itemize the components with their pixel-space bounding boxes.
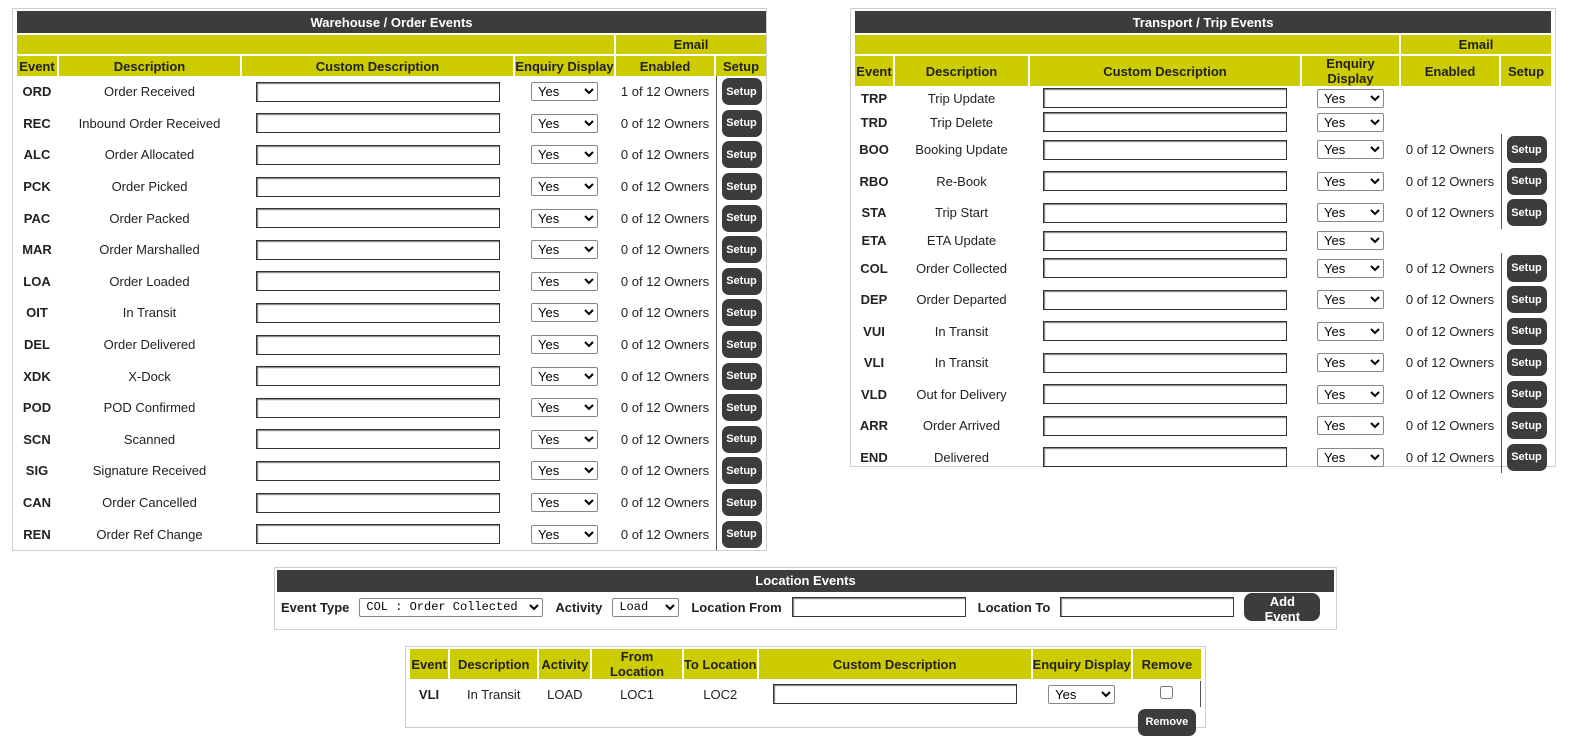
enquiry-display-select[interactable] [1317, 385, 1384, 404]
table-row [855, 347, 1551, 379]
email-enabled-count: 0 of 12 Owners [620, 210, 710, 226]
table-row [855, 442, 1551, 474]
enquiry-display-select[interactable] [1317, 113, 1384, 132]
event-code: TRP [861, 90, 887, 106]
event-description: Order Marshalled [99, 242, 200, 258]
email-enabled-count: 0 of 12 Owners [1405, 449, 1495, 465]
event-code: VLD [861, 386, 887, 402]
table-row [855, 229, 1551, 253]
activity-select[interactable] [612, 598, 679, 617]
email-enabled-count: 0 of 12 Owners [620, 526, 710, 542]
setup-button[interactable]: Setup [722, 268, 762, 295]
email-enabled-count: 0 of 12 Owners [620, 368, 710, 384]
location-events-panel [274, 567, 1337, 630]
event-type-label: Event Type [281, 599, 350, 615]
table-row [855, 410, 1551, 442]
event-code: ORD [22, 84, 52, 100]
custom-description-input[interactable] [1043, 258, 1287, 278]
setup-empty [1501, 229, 1551, 253]
custom-description-input[interactable] [1043, 171, 1287, 191]
table-row [17, 329, 766, 361]
email-enabled-count: 0 of 12 Owners [620, 400, 710, 416]
setup-empty [1501, 110, 1551, 134]
remove-button[interactable]: Remove [1138, 709, 1196, 736]
email-enabled-count: 0 of 12 Owners [620, 495, 710, 511]
event-description: Delivered [934, 449, 989, 465]
email-enabled-count: 0 of 12 Owners [1405, 292, 1495, 308]
event-code: END [860, 449, 888, 465]
enquiry-display-select[interactable] [1317, 448, 1384, 467]
email-enabled-empty [1401, 110, 1499, 134]
warehouse-header-description: Description [59, 56, 240, 76]
setup-button[interactable]: Setup [1507, 412, 1547, 439]
location-to-label: Location To [977, 599, 1051, 615]
table-row [17, 234, 766, 266]
custom-description-input[interactable] [256, 145, 500, 165]
location-row-remove-checkbox[interactable] [1160, 686, 1173, 699]
transport-header-custom: Custom Description [1030, 56, 1300, 86]
table-row [855, 316, 1551, 348]
email-enabled-count: 0 of 12 Owners [620, 273, 710, 289]
setup-button[interactable]: Setup [722, 489, 762, 516]
email-enabled-count: 0 of 12 Owners [1405, 142, 1495, 158]
enquiry-display-select[interactable] [531, 240, 598, 259]
email-enabled-count: 0 of 12 Owners [620, 179, 710, 195]
event-description: Order Packed [109, 210, 190, 226]
event-type-select[interactable] [359, 598, 543, 617]
transport-header-enquiry: Enquiry Display [1302, 56, 1399, 86]
custom-description-input[interactable] [1043, 88, 1287, 108]
setup-button[interactable]: Setup [1507, 168, 1547, 195]
custom-description-input[interactable] [1043, 231, 1287, 251]
custom-description-input[interactable] [256, 271, 500, 291]
enquiry-display-select[interactable] [1317, 290, 1384, 309]
enquiry-display-select[interactable] [531, 82, 598, 101]
setup-button[interactable]: Setup [722, 173, 762, 200]
location-row-enquiry-select[interactable] [1048, 685, 1115, 704]
setup-button[interactable]: Setup [722, 363, 762, 390]
setup-button[interactable]: Setup [1507, 444, 1547, 471]
table-row [17, 487, 766, 519]
custom-description-input[interactable] [1043, 447, 1287, 467]
enquiry-display-select[interactable] [1317, 353, 1384, 372]
setup-button[interactable]: Setup [722, 521, 762, 548]
enquiry-display-select[interactable] [531, 430, 598, 449]
email-enabled-count: 0 of 12 Owners [1405, 260, 1495, 276]
table-row [855, 134, 1551, 166]
event-description: Order Ref Change [96, 526, 203, 542]
enquiry-display-select[interactable] [1317, 89, 1384, 108]
location-list-panel [405, 646, 1206, 728]
event-code: TRD [860, 114, 888, 130]
event-description: POD Confirmed [103, 400, 196, 416]
custom-description-input[interactable] [256, 177, 500, 197]
enquiry-display-select[interactable] [1317, 231, 1384, 250]
warehouse-header-enabled: Enabled [616, 56, 714, 76]
table-row [17, 424, 766, 456]
warehouse-header-email: Email [616, 35, 766, 54]
custom-description-input[interactable] [1043, 290, 1287, 310]
enquiry-display-select[interactable] [1317, 322, 1384, 341]
event-description: In Transit [122, 305, 177, 321]
custom-description-input[interactable] [256, 398, 500, 418]
setup-button[interactable]: Setup [722, 78, 762, 105]
location-list-header-event: Event [410, 649, 448, 679]
setup-button[interactable]: Setup [722, 331, 762, 358]
custom-description-input[interactable] [256, 524, 500, 544]
table-row [17, 202, 766, 234]
location-events-title: Location Events [277, 570, 1334, 592]
enquiry-display-select[interactable] [1317, 172, 1384, 191]
table-row [17, 455, 766, 487]
location-from-input[interactable] [792, 597, 966, 617]
location-list-header-enquiry: Enquiry Display [1033, 649, 1131, 679]
event-code: PCK [23, 179, 51, 195]
custom-description-input[interactable] [256, 208, 500, 228]
location-list-header-activity: Activity [539, 649, 590, 679]
email-enabled-count: 0 of 12 Owners [1405, 205, 1495, 221]
custom-description-input[interactable] [256, 240, 500, 260]
email-enabled-count: 0 of 12 Owners [620, 337, 710, 353]
setup-empty [1501, 86, 1551, 110]
event-description: Order Received [103, 84, 196, 100]
location-list-header-to: To Location [684, 649, 757, 679]
custom-description-input[interactable] [1043, 140, 1287, 160]
location-list-header-description: Description [450, 649, 537, 679]
setup-button[interactable]: Setup [1507, 255, 1547, 282]
email-enabled-count: 0 of 12 Owners [620, 431, 710, 447]
event-description: Order Delivered [103, 337, 196, 353]
location-row-to: LOC2 [703, 686, 738, 702]
table-row [17, 297, 766, 329]
table-row [410, 681, 1201, 707]
event-code: POD [22, 400, 52, 416]
email-enabled-count: 0 of 12 Owners [620, 147, 710, 163]
enquiry-display-select[interactable] [1317, 140, 1384, 159]
event-code: CAN [22, 495, 52, 511]
transport-title: Transport / Trip Events [855, 11, 1551, 33]
custom-description-input[interactable] [256, 113, 500, 133]
activity-label: Activity [555, 599, 603, 615]
enquiry-display-select[interactable] [531, 335, 598, 354]
custom-description-input[interactable] [1043, 353, 1287, 373]
custom-description-input[interactable] [256, 493, 500, 513]
custom-description-input[interactable] [256, 461, 500, 481]
event-description: Order Departed [916, 292, 1007, 308]
warehouse-events-panel [12, 8, 767, 551]
table-row [855, 253, 1551, 285]
table-row [17, 108, 766, 140]
email-enabled-count: 0 of 12 Owners [1405, 323, 1495, 339]
setup-button[interactable]: Setup [722, 457, 762, 484]
enquiry-display-select[interactable] [531, 525, 598, 544]
location-row-custom-input[interactable] [773, 684, 1017, 704]
transport-events-table [853, 11, 1553, 473]
setup-button[interactable]: Setup [722, 426, 762, 453]
event-description: Trip Update [927, 90, 996, 106]
enquiry-display-select[interactable] [1317, 259, 1384, 278]
event-code: ARR [859, 418, 889, 434]
enquiry-display-select[interactable] [531, 303, 598, 322]
custom-description-input[interactable] [1043, 416, 1287, 436]
warehouse-title: Warehouse / Order Events [17, 11, 766, 33]
add-event-button[interactable]: Add Event [1244, 593, 1320, 621]
email-enabled-count: 0 of 12 Owners [620, 305, 710, 321]
event-description: Order Allocated [104, 147, 195, 163]
enquiry-display-select[interactable] [531, 493, 598, 512]
setup-button[interactable]: Setup [1507, 318, 1547, 345]
table-row [855, 86, 1551, 110]
event-code: PAC [23, 210, 51, 226]
setup-button[interactable]: Setup [1507, 286, 1547, 313]
warehouse-header-blank [17, 35, 614, 54]
transport-header-enabled: Enabled [1401, 56, 1499, 86]
location-row-from: LOC1 [620, 686, 655, 702]
event-code: ETA [861, 233, 887, 248]
enquiry-display-select[interactable] [531, 209, 598, 228]
event-code: REC [23, 115, 51, 131]
email-enabled-count: 0 of 12 Owners [620, 115, 710, 131]
transport-header-event: Event [855, 56, 893, 86]
custom-description-input[interactable] [256, 335, 500, 355]
setup-button[interactable]: Setup [722, 141, 762, 168]
email-enabled-count: 1 of 12 Owners [620, 84, 710, 100]
transport-header-description: Description [895, 56, 1028, 86]
table-row [17, 171, 766, 203]
email-enabled-count: 0 of 12 Owners [1405, 386, 1495, 402]
event-description: X-Dock [128, 368, 171, 384]
event-description: Scanned [123, 431, 176, 447]
setup-button[interactable]: Setup [1507, 136, 1547, 163]
custom-description-input[interactable] [1043, 203, 1287, 223]
event-description: Order Picked [111, 179, 188, 195]
location-events-form [277, 592, 1334, 622]
event-description: Trip Start [935, 205, 988, 221]
event-code: LOA [23, 273, 51, 289]
setup-button[interactable]: Setup [1507, 349, 1547, 376]
event-code: COL [860, 260, 888, 276]
enquiry-display-select[interactable] [531, 461, 598, 480]
event-code: DEL [24, 337, 50, 353]
event-code: ALC [23, 147, 51, 163]
event-description: In Transit [934, 355, 989, 371]
event-code: RBO [859, 173, 889, 189]
table-row [855, 166, 1551, 198]
enquiry-display-select[interactable] [1317, 203, 1384, 222]
setup-button[interactable]: Setup [722, 394, 762, 421]
custom-description-input[interactable] [1043, 112, 1287, 132]
transport-header-setup: Setup [1501, 56, 1551, 86]
event-description: ETA Update [926, 233, 997, 248]
event-code: BOO [859, 142, 889, 158]
enquiry-display-select[interactable] [531, 114, 598, 133]
table-row [855, 284, 1551, 316]
event-description: Order Loaded [109, 273, 190, 289]
location-list-table [408, 649, 1203, 737]
email-enabled-count: 0 of 12 Owners [620, 242, 710, 258]
setup-button[interactable]: Setup [722, 236, 762, 263]
email-enabled-count: 0 of 12 Owners [620, 463, 710, 479]
table-row [17, 518, 766, 550]
enquiry-display-select[interactable] [531, 367, 598, 386]
location-list-header-from: From Location [592, 649, 681, 679]
event-description: Inbound Order Received [78, 115, 221, 131]
table-row [17, 360, 766, 392]
setup-button[interactable]: Setup [722, 110, 762, 137]
event-description: Order Collected [915, 260, 1008, 276]
warehouse-events-table [15, 11, 768, 550]
event-code: SCN [23, 431, 51, 447]
event-description: Signature Received [92, 463, 207, 479]
event-description: In Transit [934, 323, 989, 339]
warehouse-header-setup: Setup [716, 56, 766, 76]
warehouse-header-custom: Custom Description [242, 56, 513, 76]
event-code: STA [861, 205, 887, 221]
warehouse-header-enquiry: Enquiry Display [515, 56, 614, 76]
email-enabled-empty [1401, 229, 1499, 253]
table-row [17, 266, 766, 298]
event-description: Out for Delivery [916, 386, 1007, 402]
table-row [17, 76, 766, 108]
event-description: Booking Update [915, 142, 1008, 158]
enquiry-display-select[interactable] [531, 177, 598, 196]
event-description: Re-Book [936, 173, 987, 189]
event-code: REN [23, 526, 51, 542]
event-code: XDK [23, 368, 51, 384]
table-row [855, 197, 1551, 229]
custom-description-input[interactable] [256, 429, 500, 449]
table-row [855, 110, 1551, 134]
location-row-activity: LOAD [547, 686, 583, 702]
event-code: VLI [863, 355, 885, 371]
location-list-header-remove: Remove [1133, 649, 1201, 679]
setup-button[interactable]: Setup [1507, 381, 1547, 408]
location-row-description: In Transit [466, 686, 521, 702]
event-code: SIG [25, 463, 49, 479]
table-row [855, 379, 1551, 411]
email-enabled-count: 0 of 12 Owners [1405, 173, 1495, 189]
email-enabled-empty [1401, 86, 1499, 110]
event-description: Order Cancelled [102, 495, 197, 511]
custom-description-input[interactable] [256, 366, 500, 386]
custom-description-input[interactable] [1043, 321, 1287, 341]
email-enabled-count: 0 of 12 Owners [1405, 418, 1495, 434]
table-row [17, 392, 766, 424]
transport-header-blank [855, 35, 1399, 54]
enquiry-display-select[interactable] [531, 272, 598, 291]
enquiry-display-select[interactable] [531, 398, 598, 417]
setup-button[interactable]: Setup [722, 299, 762, 326]
table-row [17, 139, 766, 171]
setup-button[interactable]: Setup [1507, 199, 1547, 226]
custom-description-input[interactable] [256, 82, 500, 102]
event-code: OIT [26, 305, 48, 321]
location-from-label: Location From [691, 599, 782, 615]
location-list-header-custom: Custom Description [759, 649, 1031, 679]
custom-description-input[interactable] [256, 303, 500, 323]
transport-header-email: Email [1401, 35, 1551, 54]
location-to-input[interactable] [1060, 597, 1234, 617]
event-description: Trip Delete [929, 114, 994, 130]
email-enabled-count: 0 of 12 Owners [1405, 355, 1495, 371]
setup-button[interactable]: Setup [722, 205, 762, 232]
event-code: DEP [860, 292, 888, 308]
event-code: MAR [22, 242, 52, 258]
enquiry-display-select[interactable] [531, 145, 598, 164]
warehouse-header-event: Event [17, 56, 57, 76]
location-row-code: VLI [418, 686, 440, 702]
transport-events-panel [850, 8, 1556, 467]
event-description: Order Arrived [922, 418, 1001, 434]
custom-description-input[interactable] [1043, 384, 1287, 404]
enquiry-display-select[interactable] [1317, 416, 1384, 435]
event-code: VUI [863, 323, 885, 339]
